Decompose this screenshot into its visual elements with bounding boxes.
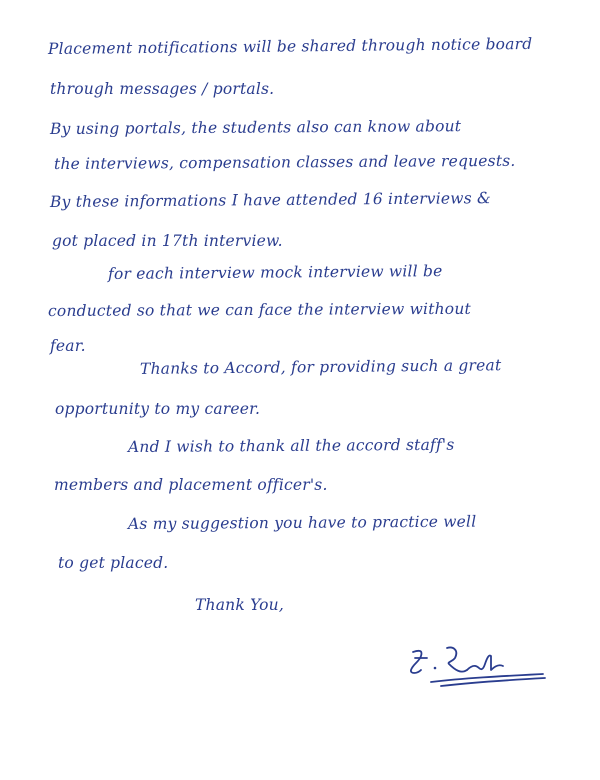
- letter-line-6: got placed in 17th interview.: [52, 232, 283, 250]
- letter-line-10: Thanks to Accord, for providing such a great: [139, 356, 502, 378]
- letter-line-14: As my suggestion you have to practice well: [127, 512, 477, 533]
- letter-line-2: through messages / portals.: [50, 80, 275, 98]
- letter-line-12: And I wish to thank all the accord staff's: [127, 435, 455, 456]
- letter-line-7: for each interview mock interview will be: [107, 262, 443, 283]
- letter-line-4: the interviews, compensation classes and leave requests.: [53, 151, 516, 173]
- closing-thank-you: Thank You,: [195, 596, 284, 614]
- letter-line-13: members and placement officer's.: [54, 476, 328, 494]
- letter-line-8: conducted so that we can face the interview without: [47, 299, 471, 320]
- letter-line-3: By using portals, the students also can know about: [49, 117, 462, 138]
- letter-line-5: By these informations I have attended 16 interviews &: [49, 189, 492, 211]
- letter-line-1: Placement notifications will be shared through notice board: [47, 34, 533, 58]
- signature-image: [405, 640, 555, 690]
- letter-line-15: to get placed.: [58, 554, 169, 572]
- letter-line-11: opportunity to my career.: [55, 400, 261, 418]
- letter-line-9: fear.: [50, 337, 86, 355]
